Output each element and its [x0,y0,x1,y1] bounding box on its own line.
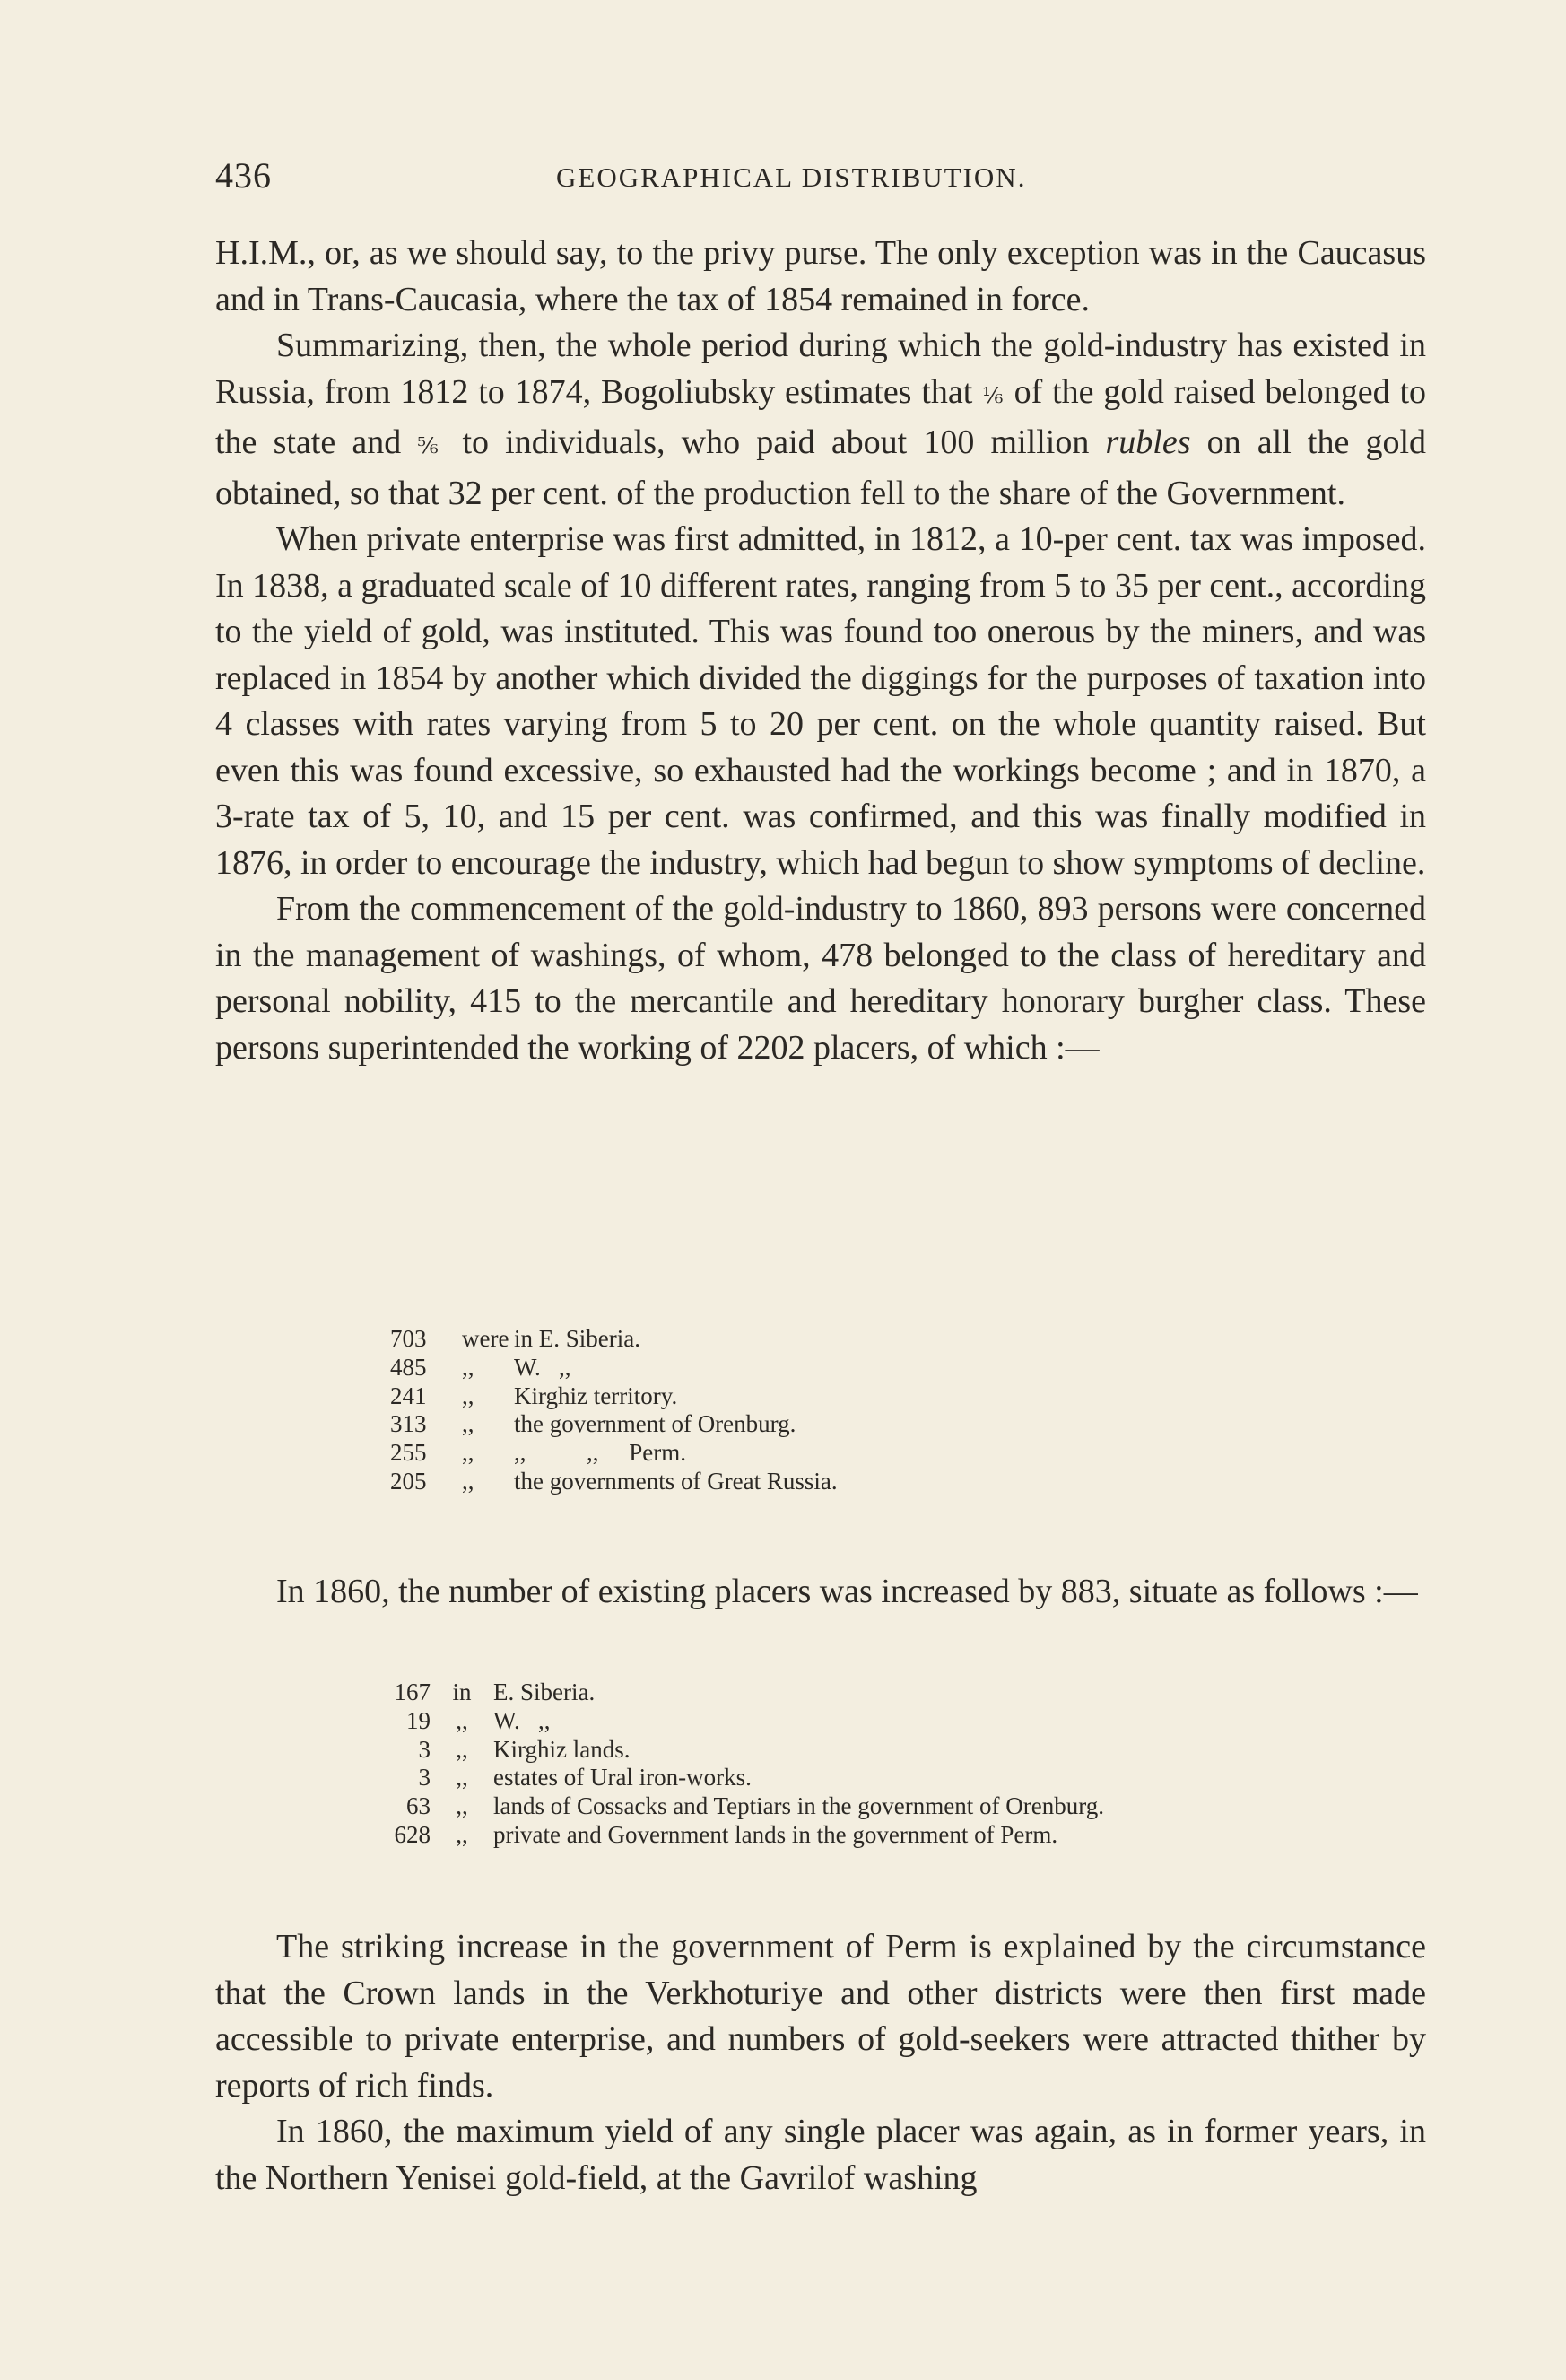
row-location: the governments of Great Russia. [514,1467,838,1495]
row-count: 628 [394,1820,431,1848]
row-location: estates of Ural iron-works. [493,1764,752,1792]
row-count: 3 [418,1735,431,1763]
text-block-upper [215,231,1426,1071]
table-row [377,1821,1104,1850]
summary-text-c: to individuals, who paid about 100 million [462,423,1090,461]
paragraph-increase: In 1860, the number of existing placers was increased by 883, situate as follows :— [276,1573,1418,1610]
summary-text-d: on all the gold obtained, so that 32 per cent. of the production fell to the share of the Government. [215,423,1427,512]
row-connector: ,, [456,1706,468,1734]
table-row [390,1354,838,1382]
row-location: private and Government lands in the government of Perm. [493,1820,1058,1848]
summary-text-a: Summarizing, then, the whole period during which the gold-industry has existed in Russia, from 1812 to 1874, Bogoliubsky estimates that [215,327,1426,411]
row-connector: in [452,1678,472,1705]
row-count: 167 [394,1678,431,1705]
row-location: W. ,, [493,1706,551,1734]
paragraph-continued: H.I.M., or, as we should say, to the privy purse. The only exception was in the Caucasus and in Trans-Caucasia, where the tax of 1854 remained in force. [215,234,1426,318]
table-row [390,1410,838,1439]
table-row [390,1382,838,1411]
row-connector: ,, [456,1735,468,1763]
table-row [377,1764,1104,1792]
italic-rubles: rubles [1105,423,1191,461]
text-block-lower [215,1924,1426,2201]
table-row [390,1325,838,1354]
row-count: 19 [406,1706,431,1734]
fraction-one-sixth: ⅙ [982,384,1005,408]
placers-table-1860 [390,1325,838,1496]
page-header [215,154,1435,208]
row-location: W. ,, [514,1353,571,1381]
table-row [390,1439,838,1468]
row-connector: ,, [456,1820,468,1848]
row-count: 255 [390,1439,427,1467]
row-count: 313 [390,1410,427,1438]
row-connector: ,, [462,1410,474,1438]
table-row [377,1707,1104,1736]
row-count: 3 [418,1764,431,1792]
paragraph-maximum-yield: In 1860, the maximum yield of any single placer was again, as in former years, in the Northern Yenisei gold-field, at the Gavrilof washing [215,2113,1426,2197]
table-row [377,1792,1104,1821]
summary-text-b: of the gold raised belonged to the state and [215,372,1427,461]
paragraph-perm: The striking increase in the government of Perm is explained by the circumstance that the Crown lands in the Verkhoturiye and other districts were then first made accessible to private enterprise, and numbers of gold-seekers were attracted thither by reports of rich finds. [215,1928,1426,2105]
paragraph-taxation: When private enterprise was first admitted, in 1812, a 10-per cent. tax was imposed. In 1838, a graduated scale of 10 different rates, ranging from 5 to 35 per cent., according to the yield of gold, was instituted. This was found too onerous by the miners, and was replaced in 1854 by another which divided the diggings for the purposes of taxation into 4 classes with rates varying from 5 to 20 per cent. on the whole quantity raised. But even this was found excessive, so exhausted had the workings become ; and in 1870, a 3-rate tax of 5, 10, and 15 per cent. was confirmed, and this was finally modified in 1876, in order to encourage the industry, which had begun to show symptoms of decline. [215,520,1426,882]
text-block-middle [215,1569,1426,1616]
row-location: ,, ,, Perm. [514,1439,686,1467]
running-head: GEOGRAPHICAL DISTRIBUTION. [556,161,1027,193]
paragraph-commencement: From the commencement of the gold-industry to 1860, 893 persons were concerned in the management of washings, of whom, 478 belonged to the class of hereditary and personal nobility, 415 to the mercantile and hereditary honorary burgher class. These persons superintended the working of 2202 placers, of which :— [215,890,1426,1067]
row-count: 703 [390,1325,427,1352]
fraction-five-sixths: ⅚ [417,435,447,458]
row-location: E. Siberia. [493,1678,596,1705]
row-count: 205 [390,1467,427,1495]
table-row [390,1468,838,1496]
table-row [377,1736,1104,1765]
row-count: 241 [390,1382,427,1409]
row-connector: ,, [456,1792,468,1820]
table-row [377,1678,1104,1707]
row-count: 485 [390,1353,427,1381]
row-connector: were [462,1325,509,1352]
row-location: in E. Siberia. [514,1325,640,1352]
row-count: 63 [406,1792,431,1820]
row-connector: ,, [462,1382,474,1409]
row-location: Kirghiz territory. [514,1382,678,1409]
placers-table-increase [377,1678,1104,1850]
row-location: Kirghiz lands. [493,1735,631,1763]
row-location: lands of Cossacks and Teptiars in the government of Orenburg. [493,1792,1104,1820]
row-connector: ,, [462,1439,474,1467]
row-connector: ,, [456,1764,468,1792]
paragraph-summary [215,323,1426,517]
page-number: 436 [215,155,272,196]
row-location: the government of Orenburg. [514,1410,796,1438]
row-connector: ,, [462,1467,474,1495]
row-connector: ,, [462,1353,474,1381]
